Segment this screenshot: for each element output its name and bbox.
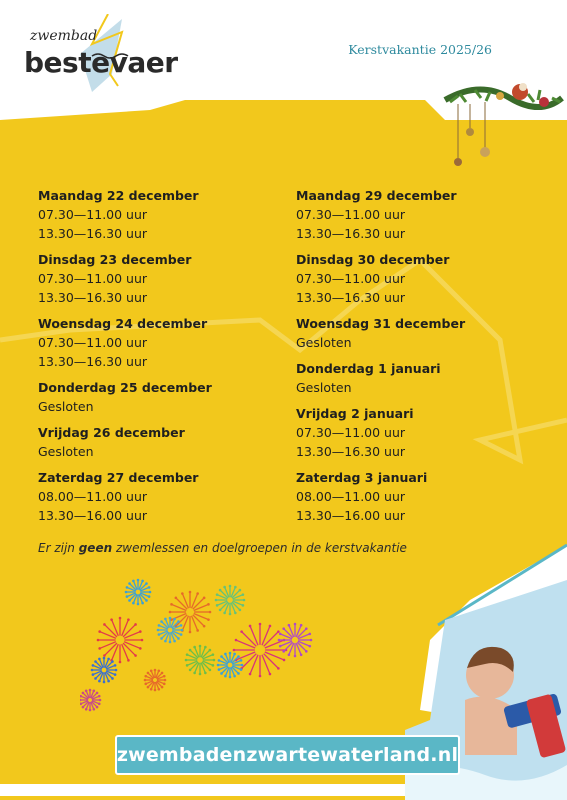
schedule-day [296,360,536,397]
day-hours: 13.30—16.30 uur [296,226,406,241]
day-name: Dinsdag 30 december [296,252,450,267]
firework-burst [215,585,246,616]
website-link[interactable]: zwembadenzwartewaterland.nl [116,744,459,766]
schedule-day [296,315,536,352]
schedule-day [296,469,536,525]
firework-burst [80,689,101,712]
day-hours: Gesloten [296,380,352,395]
firework-burst [157,617,184,644]
note-before: Er zijn [38,541,79,555]
firework-burst [91,657,118,684]
firework-burst [278,623,313,658]
day-hours: 07.30—11.00 uur [296,425,406,440]
day-hours: 13.30—16.30 uur [296,444,406,459]
firework-burst [185,645,216,676]
firework-burst [125,579,152,606]
day-name: Dinsdag 23 december [38,252,192,267]
day-name: Woensdag 24 december [38,316,208,331]
schedule-day [296,187,536,243]
logo-small-text: zwembad [30,28,98,44]
day-hours: Gesloten [38,399,94,414]
schedule-day [296,405,536,461]
day-hours: 08.00—11.00 uur [296,489,406,504]
schedule-day [38,469,278,525]
day-hours: 13.30—16.30 uur [296,290,406,305]
schedule-column-right [296,187,536,533]
schedule-day [38,251,278,307]
day-hours: 07.30—11.00 uur [38,271,148,286]
schedule-day [38,424,278,461]
day-name: Maandag 22 december [38,188,199,203]
note-after: zwemlessen en doelgroepen in de kerstvakantie [112,541,407,555]
day-name: Zaterdag 27 december [38,470,199,485]
note-text [38,541,407,555]
firework-burst [217,652,244,679]
day-hours: 13.30—16.00 uur [296,508,406,523]
day-hours: 13.30—16.30 uur [38,226,148,241]
day-hours: 07.30—11.00 uur [38,335,148,350]
firework-burst [144,669,167,692]
firework-burst [97,617,144,664]
day-hours: Gesloten [296,335,352,350]
day-name: Zaterdag 3 januari [296,470,428,485]
day-hours: 08.00—11.00 uur [38,489,148,504]
website-banner[interactable] [115,735,460,775]
fireworks-illustration-icon [80,570,320,720]
day-hours: 13.30—16.00 uur [38,508,148,523]
day-hours: 13.30—16.30 uur [38,354,148,369]
day-name: Donderdag 25 december [38,380,212,395]
schedule-day [296,251,536,307]
day-hours: 07.30—11.00 uur [38,207,148,222]
day-hours: 13.30—16.30 uur [38,290,148,305]
firework-burst [169,591,212,634]
schedule-day [38,187,278,243]
day-name: Vrijdag 26 december [38,425,185,440]
day-name: Woensdag 31 december [296,316,466,331]
page-title: Kerstvakantie 2025/26 [348,42,492,57]
schedule-day [38,379,278,416]
schedule-column-left [38,187,278,533]
day-name: Donderdag 1 januari [296,361,441,376]
christmas-garland-icon [440,80,565,170]
schedule-day [38,315,278,371]
logo-main-text: bestevaer [24,46,178,79]
day-hours: Gesloten [38,444,94,459]
note-emphasis: geen [78,541,113,555]
day-hours: 07.30—11.00 uur [296,207,406,222]
day-name: Vrijdag 2 januari [296,406,414,421]
day-name: Maandag 29 december [296,188,457,203]
day-hours: 07.30—11.00 uur [296,271,406,286]
